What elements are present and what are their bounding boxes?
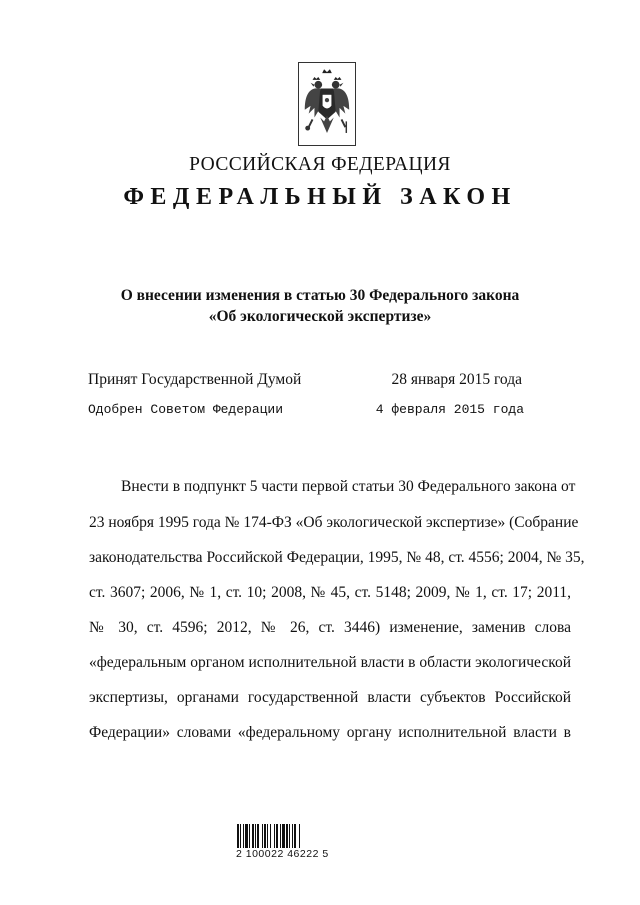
law-title-line-1: О внесении изменения в статью 30 Федерального закона xyxy=(120,287,520,304)
council-approval-label: Одобрен Советом Федерации xyxy=(88,402,284,417)
law-title xyxy=(0,285,640,327)
council-approval-date: 4 февраля 2015 года xyxy=(375,402,524,417)
state-emblem xyxy=(298,62,356,146)
barcode-icon xyxy=(236,822,330,848)
barcode-number: 2 100022 46222 5 xyxy=(236,848,329,860)
body-line: Внести в подпункт 5 части первой статьи 30 Федерального закона от xyxy=(121,478,576,495)
double-headed-eagle-icon xyxy=(299,63,355,145)
body-line: «федеральным органом исполнительной власти в области экологической xyxy=(89,654,571,671)
document-type: ФЕДЕРАЛЬНЫЙ ЗАКОН xyxy=(123,184,517,210)
body-line: Федерации» словами «федеральному органу исполнительной власти в xyxy=(89,724,571,741)
law-title-line-2: «Об экологической экспертизе» xyxy=(208,308,432,325)
country-name: РОССИЙСКАЯ ФЕДЕРАЦИЯ xyxy=(189,154,451,175)
body-line: законодательства Российской Федерации, 1995, № 48, ст. 4556; 2004, № 35, xyxy=(89,549,585,566)
duma-adoption-date: 28 января 2015 года xyxy=(391,371,522,388)
body-line: ст. 3607; 2006, № 1, ст. 10; 2008, № 45, ст. 5148; 2009, № 1, ст. 17; 2011, xyxy=(89,584,571,601)
body-line: 23 ноября 1995 года № 174-ФЗ «Об экологической экспертизе» (Собрание xyxy=(89,514,579,531)
body-line: № 30, ст. 4596; 2012, № 26, ст. 3446) изменение, заменив слова xyxy=(89,619,571,636)
duma-adoption-label: Принят Государственной Думой xyxy=(88,371,302,388)
body-line: экспертизы, органами государственной власти субъектов Российской xyxy=(89,689,571,706)
